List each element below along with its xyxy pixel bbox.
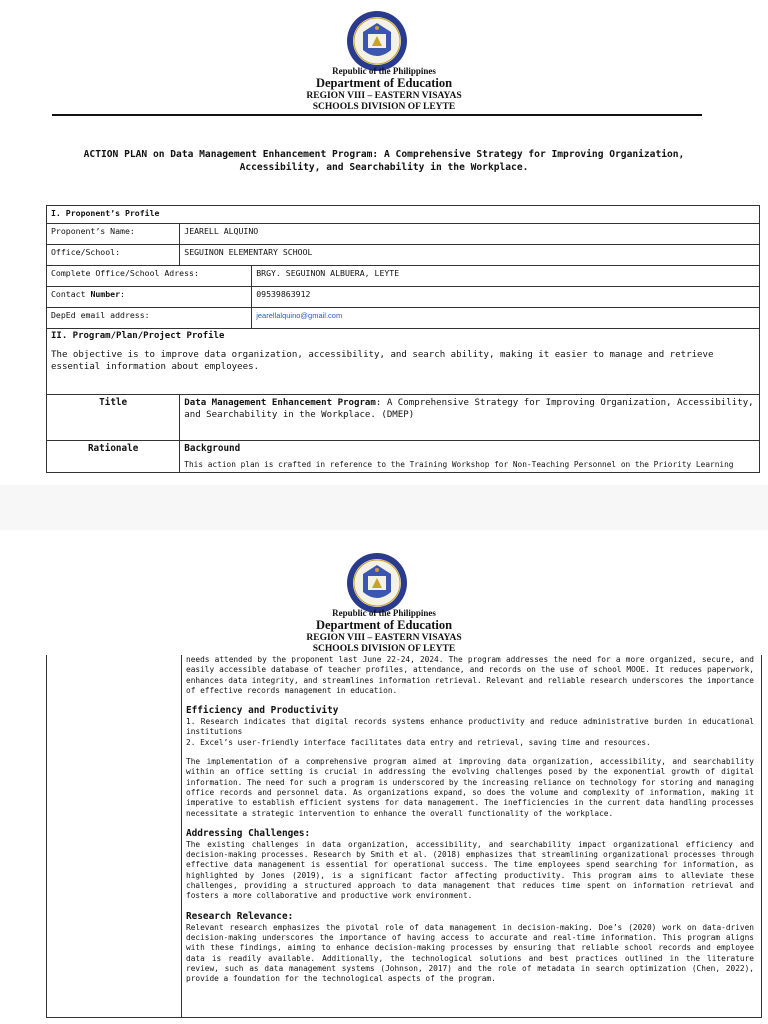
rationale-text xyxy=(186,655,754,993)
paragraph: The implementation of a comprehensive program aimed at improving data organization, accessibility, and searchability within an office setting is crucial in addressing the evolving challenges posed by the exponential growth of digital information. The need for such a program is underscored by the increasing reliance on technology for storing and managing office records and personnel data. As organizations expand, so does the volume and complexity of information, making it imperative to establish efficient systems for data management. The inefficiencies in the current data handling processes necessitate a strategic intervention to enhance the overall functionality of the workplace. xyxy=(186,757,754,818)
contact-value: 09539863912 xyxy=(252,287,760,308)
department-name: Department of Education xyxy=(315,618,453,633)
profile-table xyxy=(46,205,760,473)
rationale-left-column xyxy=(47,655,182,1017)
republic-text: Republic of the Philippines xyxy=(332,608,436,618)
letterhead-page-2 xyxy=(0,608,768,655)
header-divider xyxy=(52,114,702,116)
email-label: DepEd email address: xyxy=(47,308,252,329)
heading-challenges: Addressing Challenges: xyxy=(186,827,311,839)
rationale-continuation-table xyxy=(46,655,762,1018)
title-value: Data Management Enhancement Program: A Comprehensive Strategy for Improving Organization, Accessibility, and Searchability in the Workplace. (DMEP) xyxy=(180,395,760,441)
section-proponent-profile: I. Proponent’s Profile xyxy=(47,206,760,224)
address-value: BRGY. SEGUINON ALBUERA, LEYTE xyxy=(252,266,760,287)
background-start: This action plan is crafted in reference to the Training Workshop for Non-Teaching Personnel on the Priority Learning xyxy=(184,460,734,469)
title-label: Title xyxy=(47,395,180,441)
office-label: Office/School: xyxy=(47,245,180,266)
program-profile-section xyxy=(47,329,760,395)
paragraph: Relevant research emphasizes the pivotal role of data management in decision-making. Doe’s (2020) work on data-driven decision-making underscores the importance of having access to accurate and real-time information. This program aligns with these findings, aiming to enhance decision-making processes by ensuring that reliable school records and employee data is readily available. Additionally, the technological solutions and best practices outlined in the literature review, such as data management systems (Johnson, 2017) and the role of metadata in search optimization (Chen, 2022), provide a foundation for the technological aspects of the program. xyxy=(186,922,754,984)
background-heading: Background xyxy=(184,443,241,454)
office-value: SEGUINON ELEMENTARY SCHOOL xyxy=(180,245,760,266)
document-page-1 xyxy=(0,0,768,485)
rationale-label: Rationale xyxy=(47,441,180,473)
list-item: 1. Research indicates that digital records systems enhance productivity and reduce administrative burden in educational institutions xyxy=(186,717,754,737)
region-name: REGION VIII – EASTERN VISAYAS xyxy=(306,632,462,643)
name-value: JEARELL ALQUINO xyxy=(180,224,760,245)
section-program-profile: II. Program/Plan/Project Profile xyxy=(51,331,225,341)
list-item: 2. Excel’s user-friendly interface facilitates data entry and retrieval, saving time and resources. xyxy=(186,737,651,747)
address-label: Complete Office/School Adress: xyxy=(47,266,252,287)
deped-seal-icon xyxy=(346,10,408,72)
email-value[interactable] xyxy=(252,308,760,329)
rationale-value xyxy=(180,441,760,473)
paragraph: needs attended by the proponent last June 22-24, 2024. The program addresses the need for a more organized, secure, and easily accessible database of teacher profiles, attendance, and records on the use of school MOOE. It reduces paperwork, enhances data integrity, and streamlines information retrieval. Relevant and reliable research underscores the importance of effective records management in education. xyxy=(186,655,754,695)
heading-relevance: Research Relevance: xyxy=(186,910,294,922)
name-label: Proponent’s Name: xyxy=(47,224,180,245)
department-name: Department of Education xyxy=(315,76,453,91)
email-link[interactable]: jearellalquino@gmail.com xyxy=(256,311,343,320)
action-plan-title: ACTION PLAN on Data Management Enhancement Program: A Comprehensive Strategy for Improving Organization, Accessibility, and Searchability in the Workplace. xyxy=(83,149,685,173)
letterhead xyxy=(0,66,768,113)
contact-label: Contact Number: xyxy=(47,287,252,308)
division-name: SCHOOLS DIVISION OF LEYTE xyxy=(312,643,456,654)
deped-seal-icon xyxy=(346,552,408,614)
paragraph: The existing challenges in data organization, accessibility, and searchability impact organizational efficiency and decision-making processes. Research by Smith et al. (2018) emphasizes that streamlining organizational processes through effective data management is essential for operational success. The time employees spend searching for information, as highlighted by Jones (2019), is a significant factor affecting productivity. This program aims to alleviate these challenges, providing a structured approach to data management that reduces time spent on information retrieval and fosters a more collaborative and productive work environment. xyxy=(186,839,754,901)
division-name: SCHOOLS DIVISION OF LEYTE xyxy=(312,101,456,112)
republic-text: Republic of the Philippines xyxy=(332,66,436,76)
objective-text: The objective is to improve data organization, accessibility, and search ability, making it easier to manage and retrieve essential information about employees. xyxy=(51,350,714,372)
region-name: REGION VIII – EASTERN VISAYAS xyxy=(306,90,462,101)
heading-efficiency: Efficiency and Productivity xyxy=(186,705,339,717)
